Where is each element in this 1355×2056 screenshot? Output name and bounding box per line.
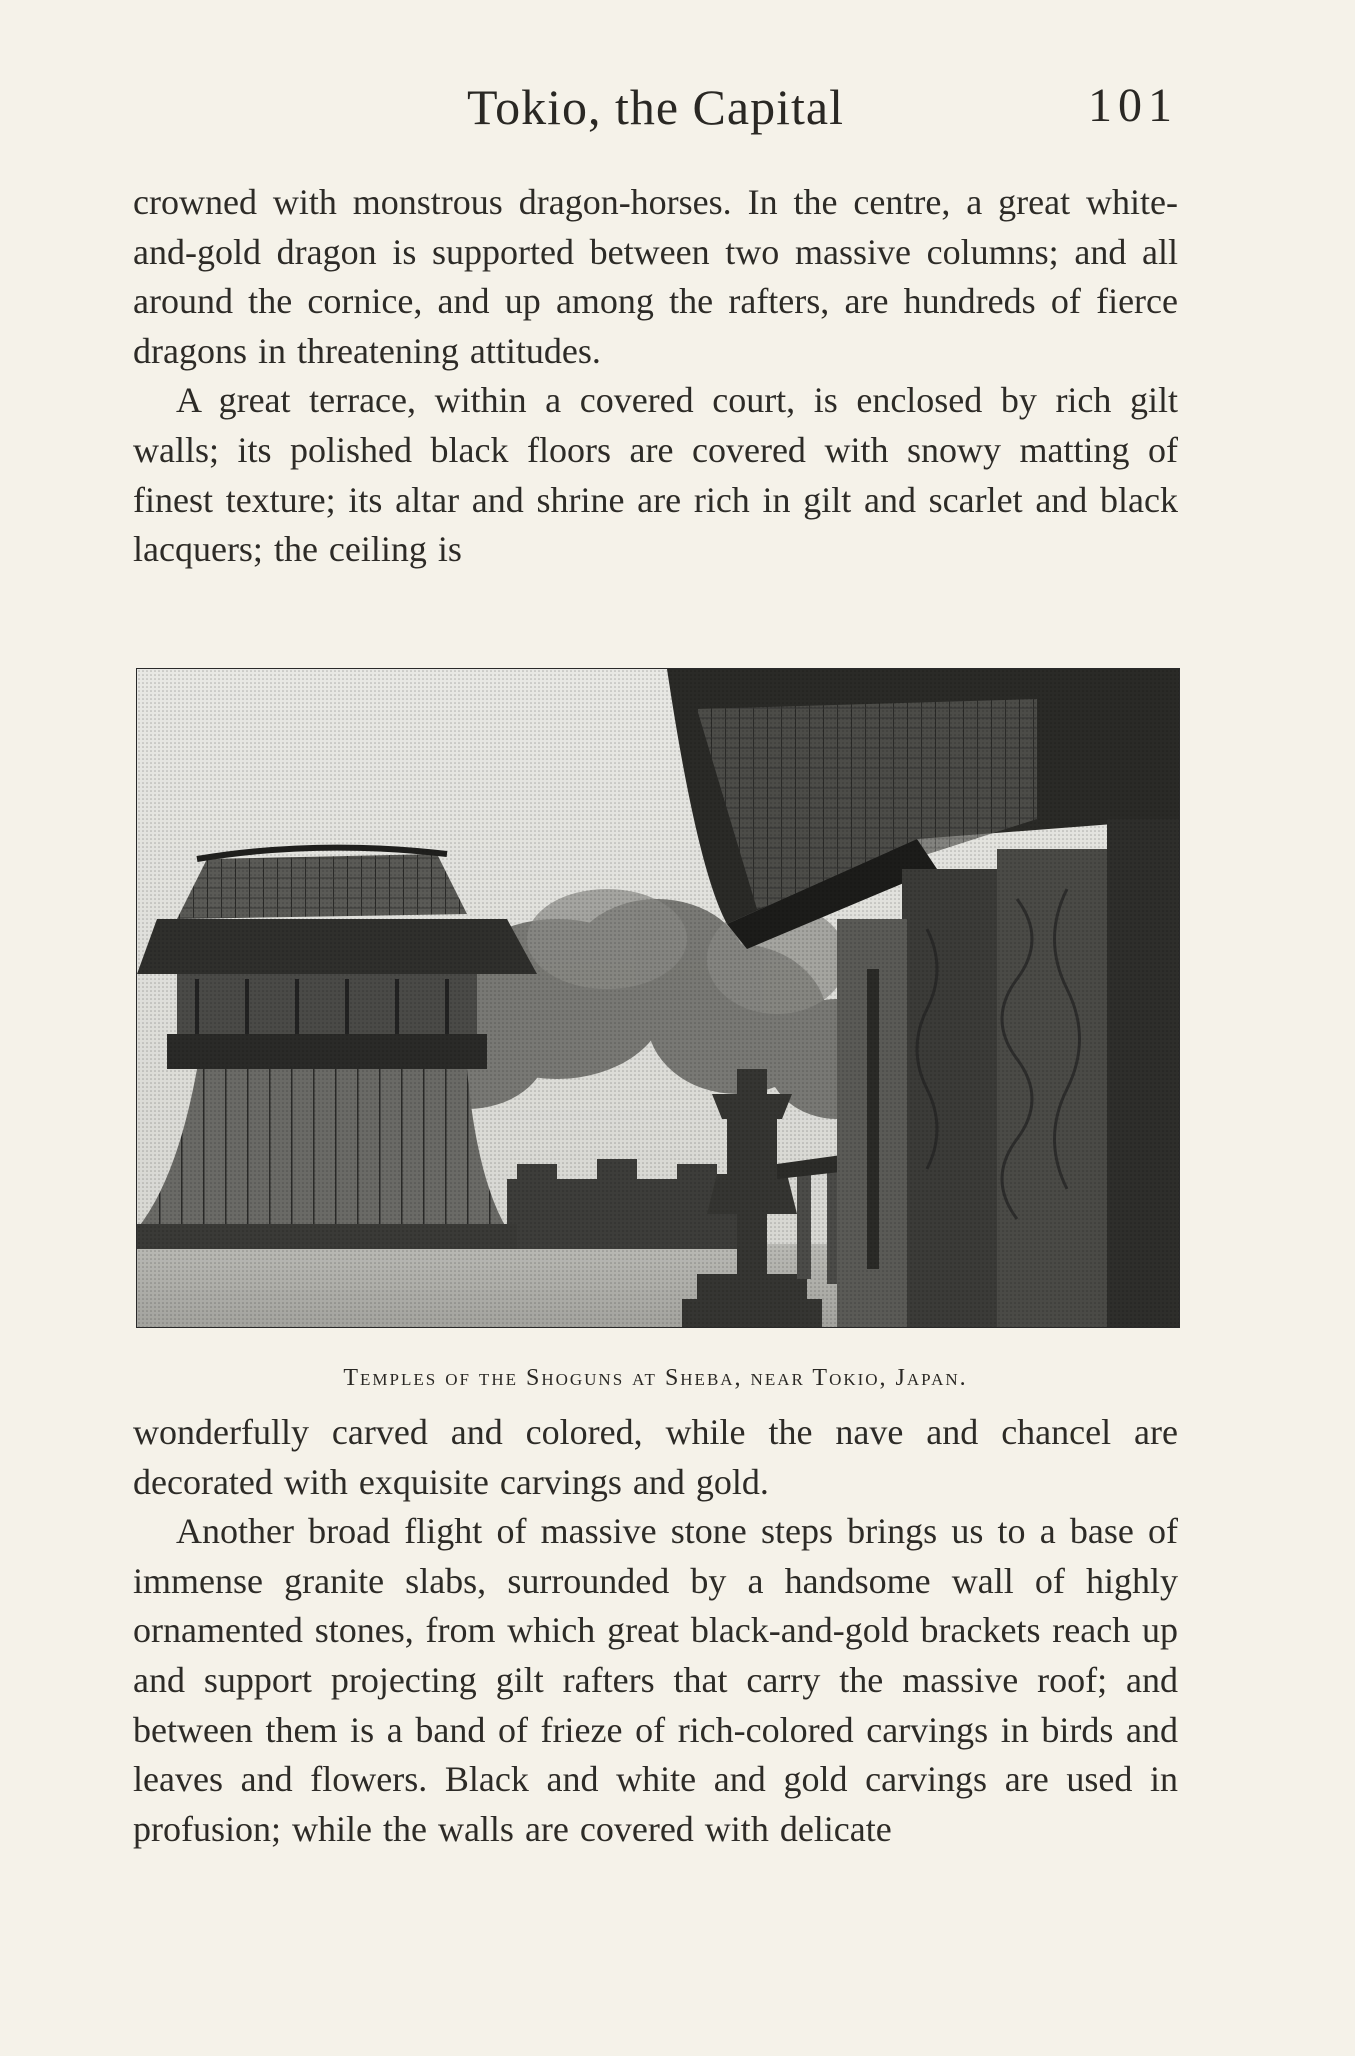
running-head (133, 78, 1178, 138)
paragraph-stone-steps: Another broad flight of massive stone steps brings us to a base of immense granite slabs, surrounded by a handsome wall of highly ornamented stones, from which great black-and-gold brackets reach up and support projecting gilt rafters that carry the massive roof; and between them is a band of frieze of rich-colored carvings in birds and leaves and flowers. Black and white and gold carvings are used in profusion; while the walls are covered with delicate (133, 1511, 1178, 1849)
text-block-bottom (133, 1408, 1178, 1854)
text-block-top (133, 178, 1178, 575)
paragraph-terrace: A great terrace, within a covered court, is enclosed by rich gilt walls; its polished black floors are covered with snowy matting of finest texture; its altar and shrine are rich in gilt and scarlet and black lacquers; the ceiling is (133, 380, 1178, 570)
paragraph-continued-ceiling: wonderfully carved and colored, while the nave and chancel are decorated with exquisite carvings and gold. (133, 1412, 1178, 1502)
running-title: Tokio, the Capital (467, 79, 844, 135)
paragraph-continued: crowned with monstrous dragon-horses. In the centre, a great white-and-gold dragon is supported between two massive columns; and all around the cornice, and up among the rafters, are hundreds of fierce dragons in threatening attitudes. (133, 182, 1178, 371)
figure-caption: Temples of the Shoguns at Sheba, near Tokio, Japan. (343, 1365, 968, 1391)
page-number: 101 (1088, 79, 1178, 132)
temple-photograph-illustration (137, 669, 1179, 1327)
temple-photograph (136, 668, 1180, 1328)
